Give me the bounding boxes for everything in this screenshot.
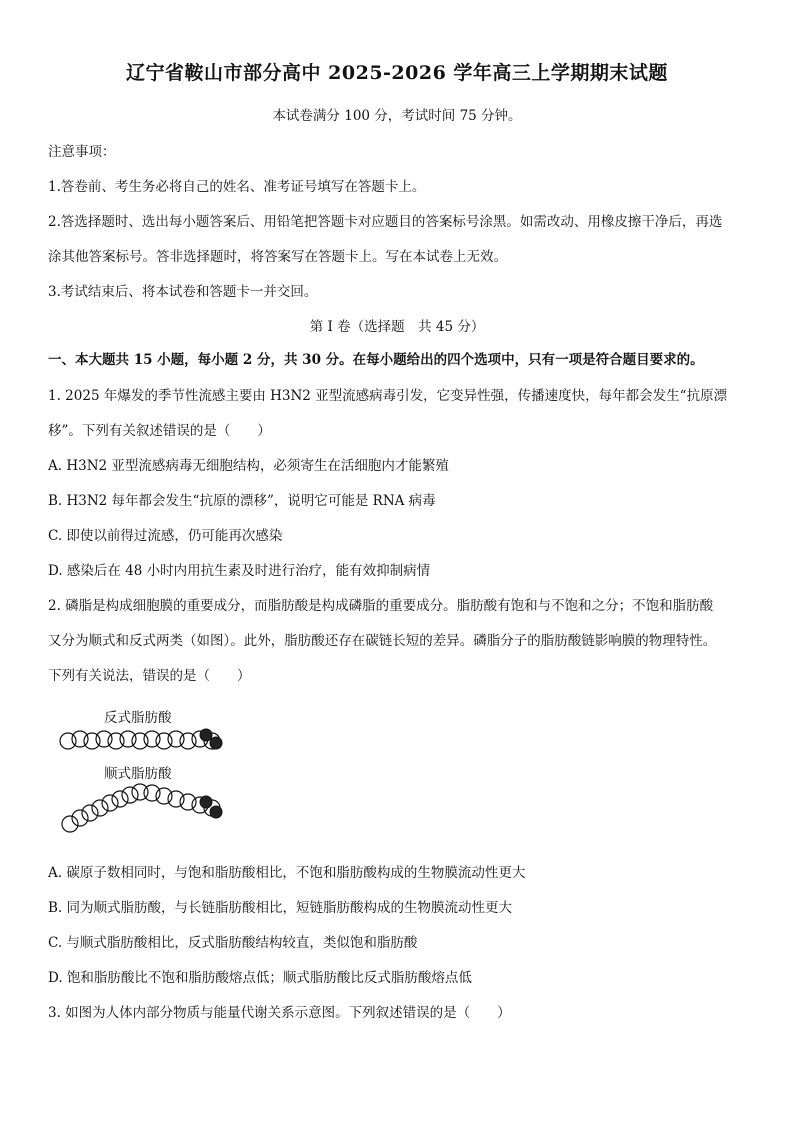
exam-info: 本试卷满分 100 分，考试时间 75 分钟。: [272, 108, 522, 124]
notice-item-2: 2.答选择题时、选出每小题答案后、用铅笔把答题卡对应题目的答案标号涂黑。如需改动、用橡皮擦干净后，再选: [48, 214, 723, 230]
cis-fatty-acid-chain: [58, 780, 228, 836]
q2-option-a: A. 碳原子数相同时，与饱和脂肪酸相比，不饱和脂肪酸构成的生物膜流动性更大: [48, 865, 526, 881]
trans-fatty-acid-label: 反式脂肪酸: [104, 710, 172, 726]
q1-option-b: B. H3N2 每年都会发生“抗原的漂移”，说明它可能是 RNA 病毒: [48, 493, 436, 509]
notice-item-1: 1.答卷前、考生务必将自己的姓名、准考证号填写在答题卡上。: [48, 179, 426, 195]
section-instruction: 一、本大题共 15 小题，每小题 2 分，共 30 分。在每小题给出的四个选项中，只有一项是符合题目要求的。: [48, 352, 704, 368]
q2-option-d: D. 饱和脂肪酸比不饱和脂肪酸熔点低；顺式脂肪酸比反式脂肪酸熔点低: [48, 970, 472, 986]
trans-fatty-acid-chain: [58, 726, 228, 756]
q1-option-c: C. 即使以前得过流感，仍可能再次感染: [48, 528, 283, 544]
notice-item-2-cont: 涂其他答案标号。答非选择题时，将答案写在答题卡上。写在本试卷上无效。: [48, 249, 507, 265]
q2-stem-line-1: 2. 磷脂是构成细胞膜的重要成分，而脂肪酸是构成磷脂的重要成分。脂肪酸有饱和与不饱和之分；不饱和脂肪酸: [48, 598, 714, 614]
notice-item-3: 3.考试结束后、将本试卷和答题卡一并交回。: [48, 284, 318, 300]
q1-option-a: A. H3N2 亚型流感病毒无细胞结构，必须寄生在活细胞内才能繁殖: [48, 458, 449, 474]
section-heading: 第 I 卷（选择题 共 45 分）: [309, 319, 485, 335]
cis-fatty-acid-label: 顺式脂肪酸: [104, 766, 172, 782]
q2-stem-line-2: 又分为顺式和反式两类（如图）。此外，脂肪酸还存在碳链长短的差异。磷脂分子的脂肪酸链影响膜的物理特性。: [48, 633, 717, 649]
q2-stem-line-3: 下列有关说法，错误的是（ ）: [48, 668, 251, 684]
q1-option-d: D. 感染后在 48 小时内用抗生素及时进行治疗，能有效抑制病情: [48, 563, 431, 579]
q1-stem-line-1: 1. 2025 年爆发的季节性流感主要由 H3N2 亚型流感病毒引发，它变异性强，传播速度快，每年都会发生“抗原漂: [48, 388, 728, 404]
q2-option-c: C. 与顺式脂肪酸相比，反式脂肪酸结构较直，类似饱和脂肪酸: [48, 935, 418, 951]
fatty-acid-figure: [58, 700, 228, 840]
page-title: 辽宁省鞍山市部分高中 2025-2026 学年高三上学期期末试题: [126, 62, 668, 84]
notice-heading: 注意事项：: [48, 144, 116, 160]
q2-option-b: B. 同为顺式脂肪酸，与长链脂肪酸相比，短链脂肪酸构成的生物膜流动性更大: [48, 900, 513, 916]
q1-stem-line-2: 移”。下列有关叙述错误的是（ ）: [48, 423, 271, 439]
q3-stem-line-1: 3. 如图为人体内部分物质与能量代谢关系示意图。下列叙述错误的是（ ）: [48, 1005, 511, 1021]
